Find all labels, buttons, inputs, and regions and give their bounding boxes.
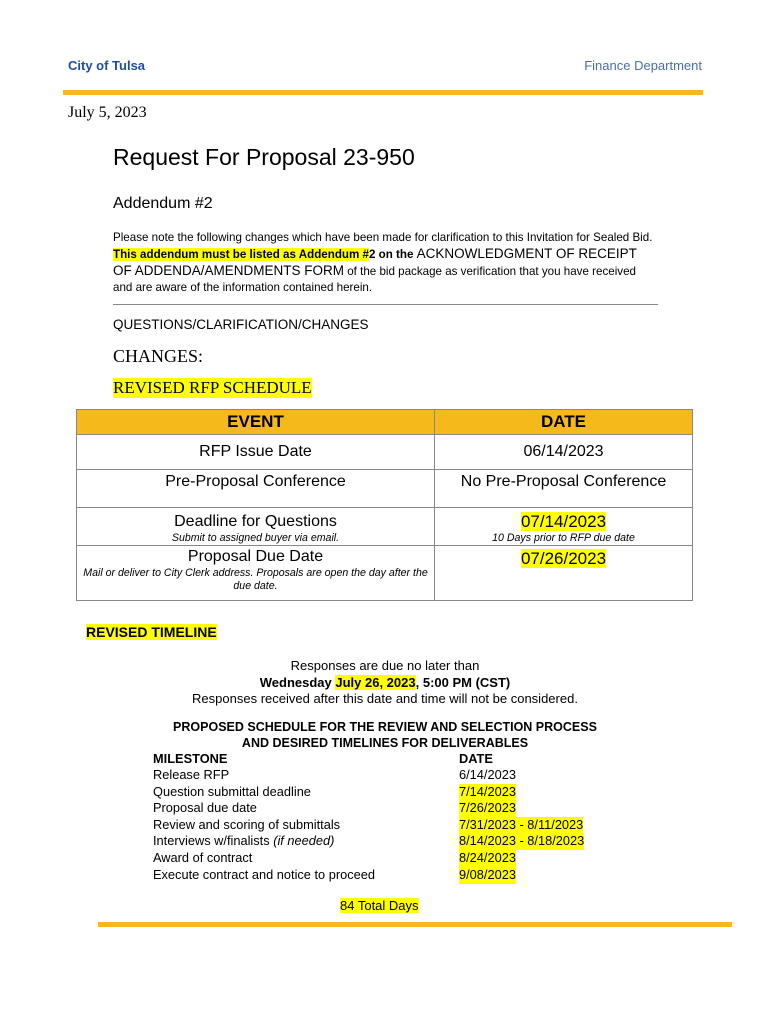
milestone-date: 7/31/2023 - 8/11/2023	[459, 817, 584, 832]
header-event: EVENT	[77, 410, 435, 435]
milestone-item: Question submittal deadline	[153, 784, 311, 799]
milestone-note: (if needed)	[273, 833, 335, 848]
date-cell	[435, 546, 693, 601]
deadline-time: , 5:00 PM (CST)	[415, 675, 511, 690]
milestone-item: Proposal due date	[153, 800, 257, 815]
milestone-header: MILESTONE	[153, 751, 228, 766]
section-heading: QUESTIONS/CLARIFICATION/CHANGES	[113, 317, 369, 332]
proposed-schedule-subtitle: AND DESIRED TIMELINES FOR DELIVERABLES	[241, 736, 529, 750]
milestone-item: Release RFP	[153, 767, 230, 782]
date-text	[435, 549, 692, 569]
responses-line1: Responses are due no later than	[290, 658, 480, 673]
header-rule	[63, 90, 703, 95]
schedule-table	[76, 409, 693, 601]
note-part2: 2 on the	[368, 248, 417, 261]
footer-rule	[98, 922, 732, 927]
event-text: Deadline for Questions	[174, 513, 337, 530]
note-highlight: This addendum must be listed as Addendum #	[113, 248, 369, 261]
proposed-schedule-title: PROPOSED SCHEDULE FOR THE REVIEW AND SELECTION PROCESS	[173, 720, 597, 734]
milestone-item: Review and scoring of submittals	[153, 817, 341, 832]
date-cell: 06/14/2023	[435, 435, 693, 470]
responses-deadline	[0, 675, 770, 692]
event-cell: RFP Issue Date	[77, 435, 435, 470]
header-date: DATE	[435, 410, 693, 435]
changes-heading: CHANGES:	[113, 346, 204, 366]
milestone-date: 8/14/2023 - 8/18/2023	[459, 833, 585, 848]
table-row	[77, 546, 693, 601]
table-row	[77, 435, 693, 470]
date-note: 10 Days prior to RFP due date	[492, 532, 635, 544]
milestone-date: 7/14/2023	[459, 784, 516, 799]
addendum-number: Addendum #2	[113, 195, 213, 212]
date-highlight: 07/26/2023	[520, 549, 607, 568]
milestone-date: 9/08/2023	[459, 867, 516, 882]
milestone-date: 8/24/2023	[459, 850, 516, 865]
date-cell	[435, 470, 693, 508]
event-cell	[77, 470, 435, 508]
event-note: Submit to assigned buyer via email.	[171, 532, 340, 544]
event-cell	[77, 546, 435, 601]
date-header: DATE	[459, 751, 493, 766]
date-cell	[435, 508, 693, 546]
deadline-day: Wednesday	[259, 675, 336, 690]
milestone-item	[153, 833, 334, 850]
department-name: Finance Department	[584, 58, 702, 73]
date-text: No Pre-Proposal Conference	[460, 473, 667, 490]
note-part3: of the bid package as verification that you have received and are aware of the information contained herein.	[113, 265, 636, 294]
document-date: July 5, 2023	[68, 104, 147, 121]
milestone-date: 6/14/2023	[459, 767, 516, 782]
responses-line3: Responses received after this date and time will not be considered.	[192, 691, 578, 706]
note-part1: Please note the following changes which have been made for clarification to this Invitation for Sealed Bid.	[113, 231, 653, 244]
event-text: Pre-Proposal Conference	[165, 473, 346, 490]
event-cell	[77, 508, 435, 546]
table-row	[77, 508, 693, 546]
org-name: City of Tulsa	[68, 58, 146, 73]
document-title: Request For Proposal 23-950	[113, 144, 415, 170]
date-text	[435, 512, 692, 532]
milestone-date: 7/26/2023	[459, 800, 516, 815]
date-highlight: 07/14/2023	[520, 512, 607, 531]
event-note: Mail or deliver to City Clerk address. Proposals are open the day after the due date.	[83, 567, 428, 592]
total-days: 84 Total Days	[340, 898, 419, 913]
note-ack-form: ACKNOWLEDGMENT OF RECEIPT OF ADDENDA/AMENDMENTS FORM	[113, 246, 637, 278]
revised-timeline-heading: REVISED TIMELINE	[86, 624, 217, 640]
addendum-note	[113, 230, 658, 296]
table-row	[77, 470, 693, 508]
milestone-item: Execute contract and notice to proceed	[153, 867, 375, 882]
revised-schedule-heading: REVISED RFP SCHEDULE	[113, 378, 312, 397]
section-divider	[113, 304, 658, 305]
event-text: Proposal Due Date	[187, 548, 324, 565]
milestone-item: Award of contract	[153, 850, 253, 865]
schedule-header-row	[77, 410, 693, 435]
deadline-date: July 26, 2023	[335, 675, 416, 690]
milestone-text: Interviews w/finalists	[153, 833, 274, 848]
